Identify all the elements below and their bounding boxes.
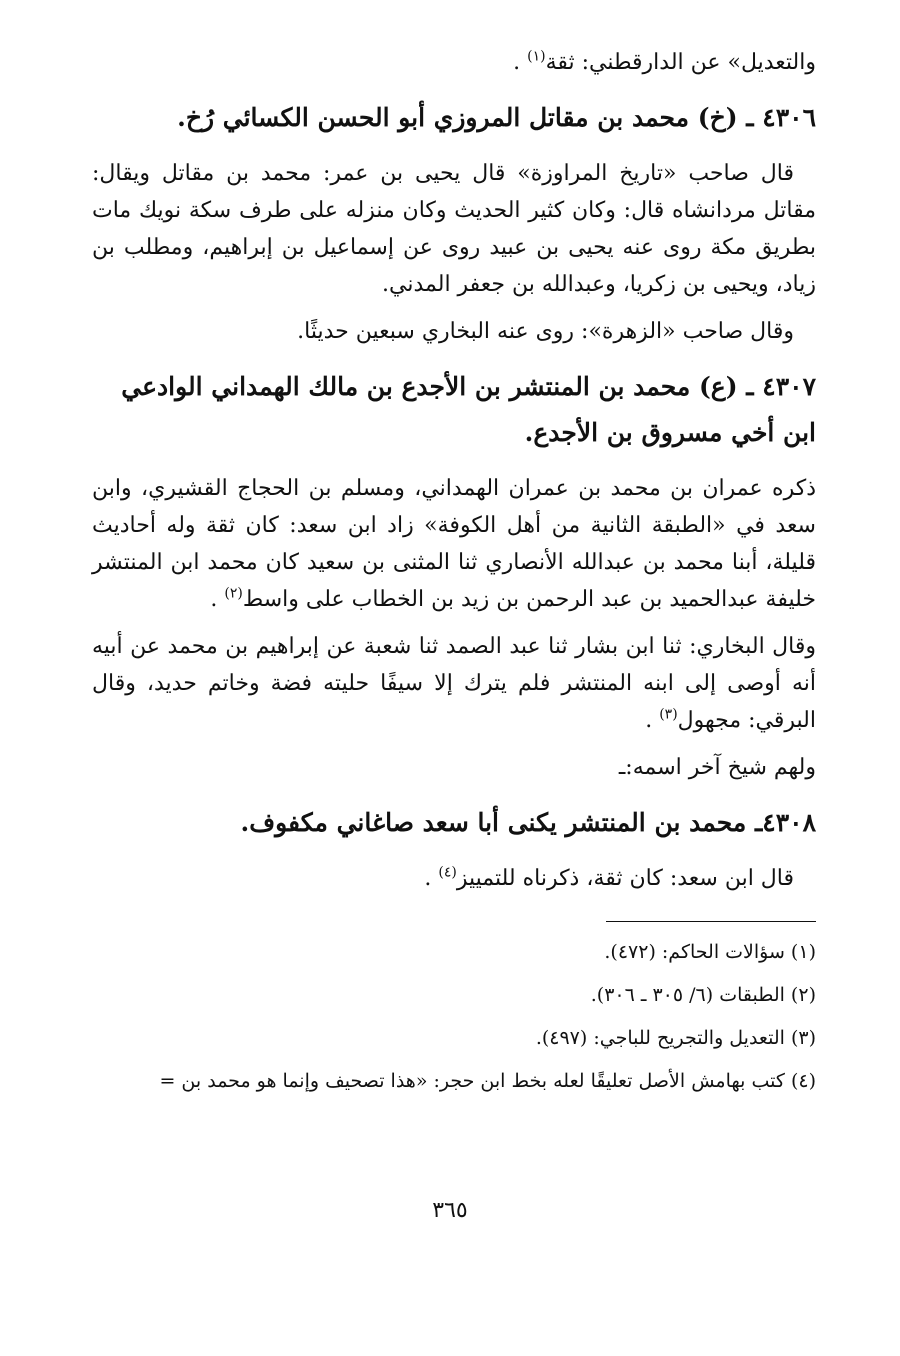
- continuation-end: .: [513, 50, 528, 75]
- entry-4308-paragraph-1: [92, 860, 816, 897]
- footnote-3: (٣) التعديل والتجريح للباجي: (٤٩٧).: [535, 1027, 816, 1049]
- footnote-separator: [606, 921, 816, 922]
- footnote-ref-3: (٣): [659, 706, 678, 723]
- entry-4307-paragraph-2: [92, 628, 816, 739]
- footnote-2: (٢) الطبقات (٦/ ٣٠٥ ـ ٣٠٦).: [590, 984, 816, 1006]
- footnote-ref-1: (١): [527, 48, 546, 65]
- entry-4307-paragraph-2-text: وقال البخاري: ثنا ابن بشار ثنا عبد الصمد ثنا شعبة عن إبراهيم بن محمد عن أبيه أنه أوصى إلى ابنه المنتشر فلم يترك إلا سيفًا حليته فضة وخاتم حديد، وقال البرقي: مجهول: [92, 634, 816, 733]
- document-page: [92, 44, 816, 1334]
- entry-4307-paragraph-1-end: .: [210, 587, 225, 612]
- entry-4307-paragraph-1-text: ذكره عمران بن محمد بن عمران الهمداني، ومسلم بن الحجاج القشيري، وابن سعد في «الطبقة الثانية من أهل الكوفة» زاد ابن سعد: كان ثقة وله أحاديث قليلة، أبنا محمد بن عبدالله الأنصاري ثنا المثنى بن سعيد كان محمد ابن المنتشر خليفة عبدالحميد بن عبد الرحمن بن زيد بن الخطاب على واسط: [92, 476, 816, 612]
- entry-4308-heading: ٤٣٠٨ـ محمد بن المنتشر يكنى أبا سعد صاغاني مكفوف.: [240, 808, 816, 837]
- continuation-line: [92, 44, 816, 81]
- entry-4306-paragraph-2: وقال صاحب «الزهرة»: روى عنه البخاري سبعين حديثًا.: [297, 319, 794, 344]
- footnote-1: (١) سؤالات الحاكم: (٤٧٢).: [604, 941, 816, 963]
- continuation-text: والتعديل» عن الدارقطني: ثقة: [545, 50, 816, 75]
- entry-4307-paragraph-3: ولهم شيخ آخر اسمه:ـ: [618, 755, 816, 780]
- page-number: ٣٦٥: [432, 1198, 468, 1223]
- entry-4308-paragraph-1-text: قال ابن سعد: كان ثقة، ذكرناه للتمييز: [456, 866, 794, 891]
- footnote-ref-2: (٢): [224, 585, 243, 602]
- footnote-4: (٤) كتب بهامش الأصل تعليقًا لعله بخط ابن حجر: «هذا تصحيف وإنما هو محمد بن =: [159, 1070, 816, 1092]
- entry-4307-paragraph-1: [92, 470, 816, 618]
- footnote-ref-4: (٤): [438, 864, 457, 881]
- entry-4307-heading: ٤٣٠٧ ـ (ع) محمد بن المنتشر بن الأجدع بن مالك الهمداني الوادعي ابن أخي مسروق بن الأجدع.: [121, 372, 816, 447]
- entry-4306-paragraph-1: قال صاحب «تاريخ المراوزة» قال يحيى بن عمر: محمد بن مقاتل ويقال: مقاتل مردانشاه قال: وكان كثير الحديث وكان منزله على طرف سكة نويك مات بطريق مكة روى عنه يحيى بن عبيد روى عن إسماعيل بن إبراهيم، ومطلب بن زياد، ويحيى بن زكريا، وعبدالله بن جعفر المدني.: [92, 161, 816, 297]
- entry-4308-paragraph-1-end: .: [424, 866, 439, 891]
- entry-4307-paragraph-2-end: .: [645, 708, 660, 733]
- entry-4306-heading: ٤٣٠٦ ـ (خ) محمد بن مقاتل المروزي أبو الحسن الكسائي رُخ.: [177, 103, 816, 132]
